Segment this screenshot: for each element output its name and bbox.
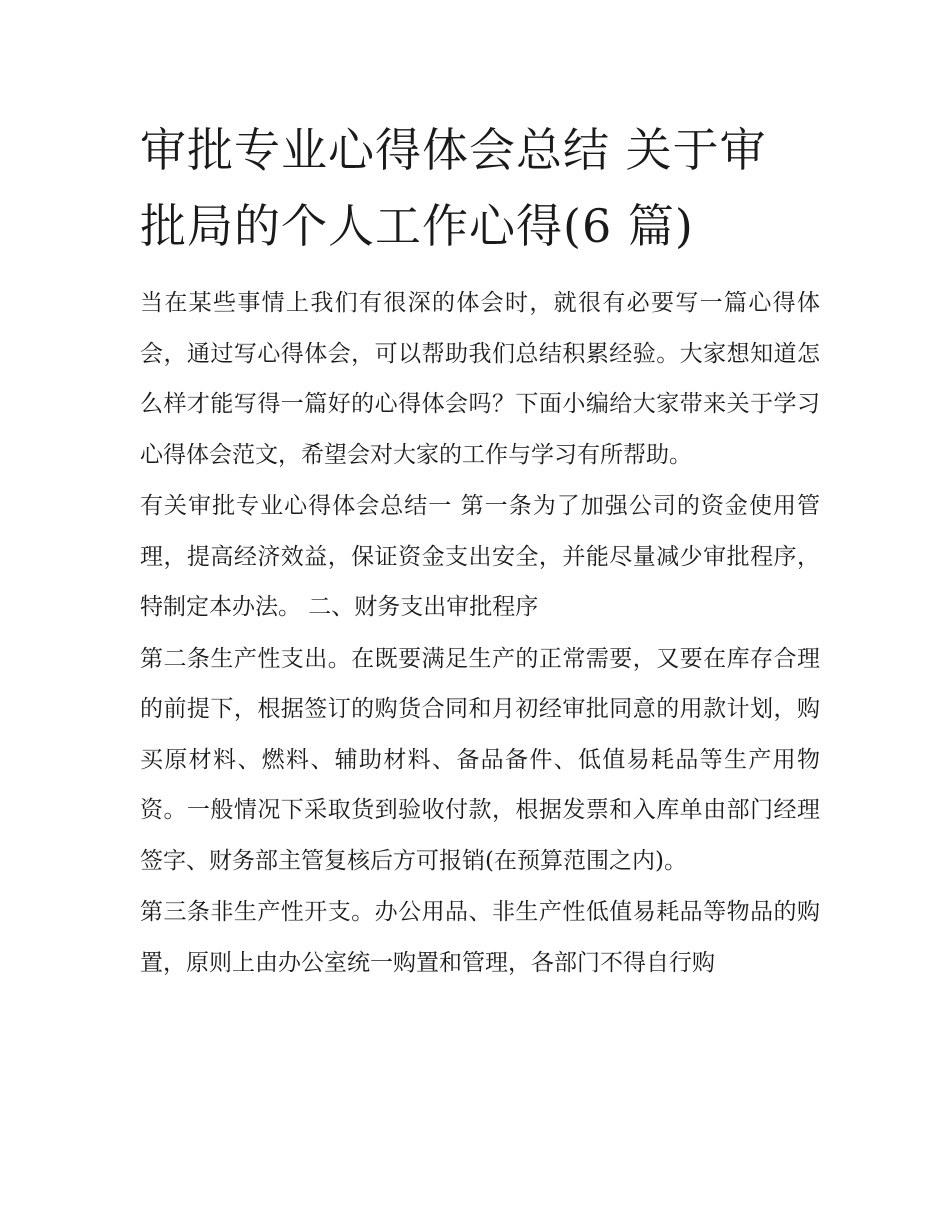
intro-paragraph: 当在某些事情上我们有很深的体会时，就很有必要写一篇心得体会，通过写心得体会，可以帮助我们总结积累经验。大家想知道怎么样才能写得一篇好的心得体会吗？下面小编给大家带来关于学习心得体会范文，希望会对大家的工作与学习有所帮助。 xyxy=(140,290,820,468)
document-body xyxy=(140,112,820,988)
document-title xyxy=(140,112,820,264)
article-three-paragraph: 第三条非生产性开支。办公用品、非生产性低值易耗品等物品的购置，原则上由办公室统一购置和管理，各部门不得自行购 xyxy=(140,899,820,976)
article-two-paragraph: 第二条生产性支出。在既要满足生产的正常需要，又要在库存合理的前提下，根据签订的购货合同和月初经审批同意的用款计划，购买原材料、燃料、辅助材料、备品备件、低值易耗品等生产用物资。一般情况下采取货到验收付款，根据发票和入库单由部门经理签字、财务部主管复核后方可报销(在预算范围之内)。 xyxy=(140,645,820,874)
title-line-1: 审批专业心得体会总结 关于审 xyxy=(140,123,767,177)
title-line-2: 批局的个人工作心得(6 篇) xyxy=(140,199,694,253)
section-one-paragraph: 有关审批专业心得体会总结一 第一条为了加强公司的资金使用管理，提高经济效益，保证资金支出安全，并能尽量减少审批程序，特制定本办法。 二、财务支出审批程序 xyxy=(140,493,820,620)
